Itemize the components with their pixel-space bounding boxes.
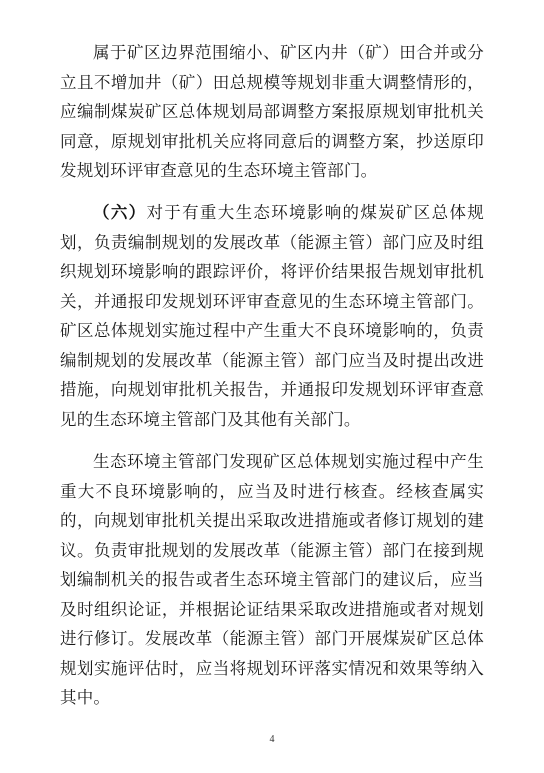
paragraph-text: 属于矿区边界范围缩小、矿区内井（矿）田合并或分立且不增加井（矿）田总规模等规划非重大调整情形的，应编制煤炭矿区总体规划局部调整方案报原规划审批机关同意，原规划审批机关应将同意后的调整方案，抄送原印发规划环评审查意见的生态环境主管部门。	[60, 43, 484, 180]
paragraph-text: 对于有重大生态环境影响的煤炭矿区总体规划，负责编制规划的发展改革（能源主管）部门应及时组织规划环境影响的跟踪评价，将评价结果报告规划审批机关，并通报印发规划环评审查意见的生态环境主管部门。矿区总体规划实施过程中产生重大不良环境影响的，负责编制规划的发展改革（能源主管）部门应当及时提出改进措施，向规划审批机关报告，并通报印发规划环评审查意见的生态环境主管部门及其他有关部门。	[60, 203, 484, 429]
paragraph-text: 生态环境主管部门发现矿区总体规划实施过程中产生重大不良环境影响的，应当及时进行核查。经核查属实的，向规划审批机关提出采取改进措施或者修订规划的建议。负责审批规划的发展改革（能源主管）部门在接到规划编制机关的报告或者生态环境主管部门的建议后，应当及时组织论证，并根据论证结果采取改进措施或者对规划进行修订。发展改革（能源主管）部门开展煤炭矿区总体规划实施评估时，应当将规划环评落实情况和效果等纳入其中。	[60, 452, 484, 707]
paragraph-environment-department	[60, 447, 484, 713]
page-number: 4	[269, 734, 275, 745]
paragraph-adjustment-scheme	[60, 38, 484, 186]
paragraph-item-six	[60, 198, 484, 434]
section-number-heading: （六）	[93, 203, 147, 222]
